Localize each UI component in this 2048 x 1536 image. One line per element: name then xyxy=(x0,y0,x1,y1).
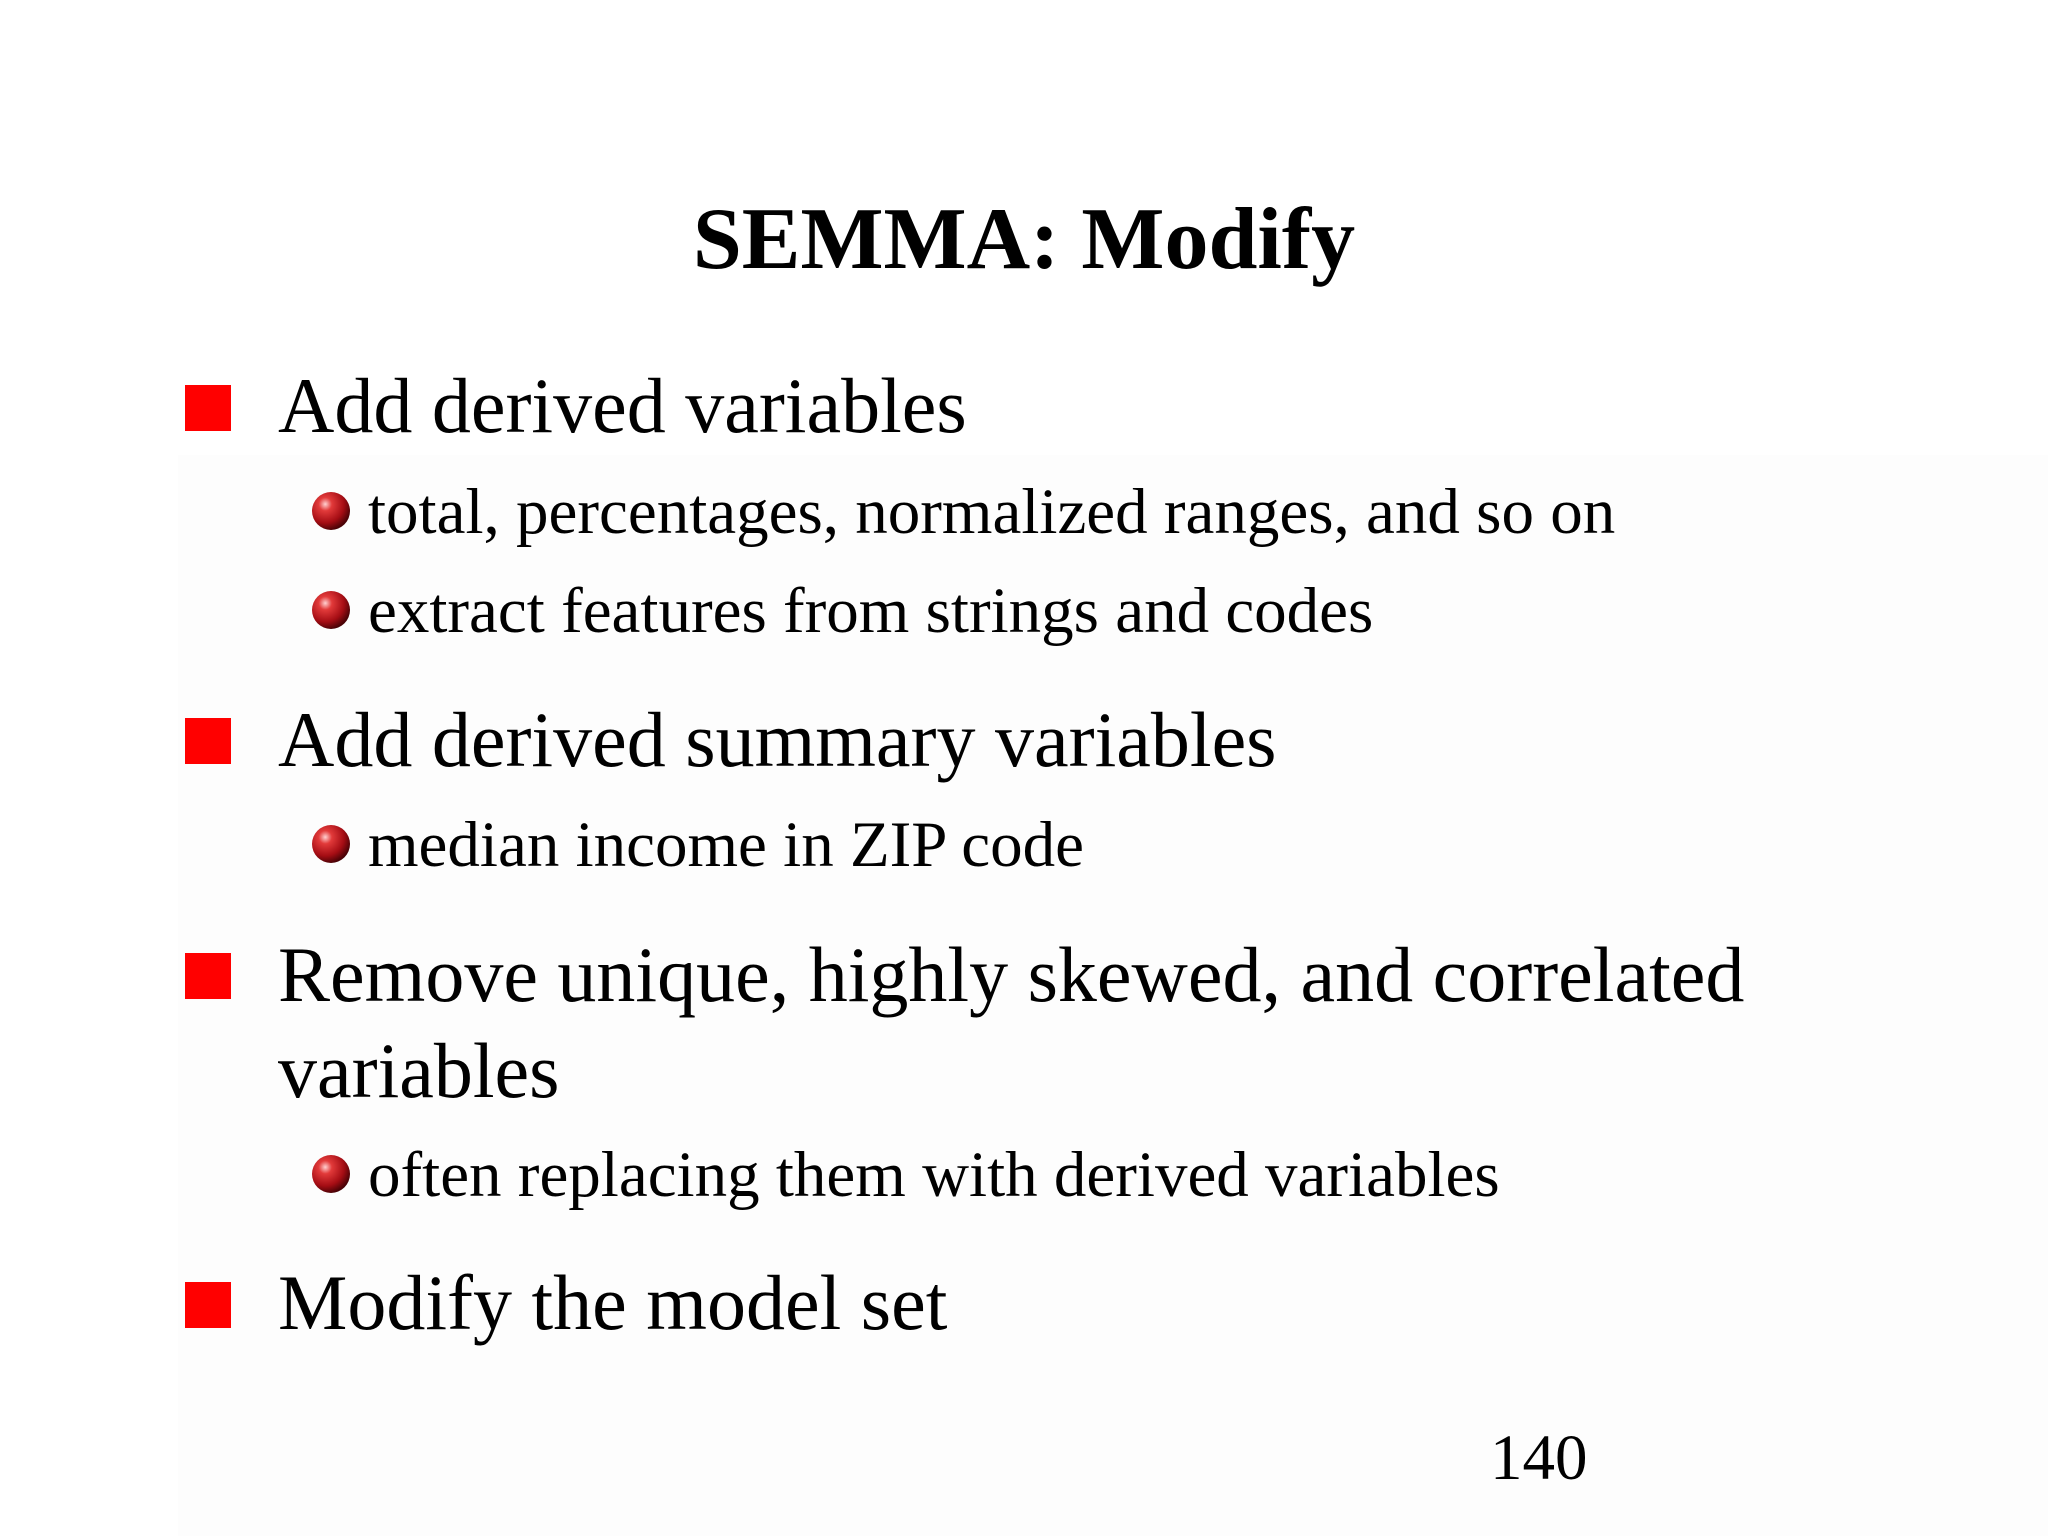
bullet-add-summary-variables: Add derived summary variables xyxy=(278,696,1277,783)
red-sphere-bullet-icon xyxy=(310,490,352,532)
bullet-remove-variables-line1: Remove unique, highly skewed, and correlated xyxy=(278,931,1745,1018)
page-number: 140 xyxy=(1490,1422,1588,1494)
bullet-modify-model-set: Modify the model set xyxy=(278,1259,948,1346)
sub-bullet-totals: total, percentages, normalized ranges, and so on xyxy=(368,476,1616,548)
red-sphere-bullet-icon xyxy=(310,823,352,865)
red-square-bullet-icon xyxy=(185,953,231,999)
red-square-bullet-icon xyxy=(185,385,231,431)
red-sphere-bullet-icon xyxy=(310,589,352,631)
bullet-add-derived-variables: Add derived variables xyxy=(278,362,967,449)
slide-title: SEMMA: Modify xyxy=(692,191,1356,288)
red-square-bullet-icon xyxy=(185,1282,231,1328)
sub-bullet-median-income: median income in ZIP code xyxy=(368,809,1084,881)
sub-bullet-replacing: often replacing them with derived variables xyxy=(368,1139,1500,1211)
red-sphere-bullet-icon xyxy=(310,1153,352,1195)
bullet-remove-variables-line2: variables xyxy=(278,1027,560,1114)
sub-bullet-extract-features: extract features from strings and codes xyxy=(368,575,1374,647)
red-square-bullet-icon xyxy=(185,718,231,764)
